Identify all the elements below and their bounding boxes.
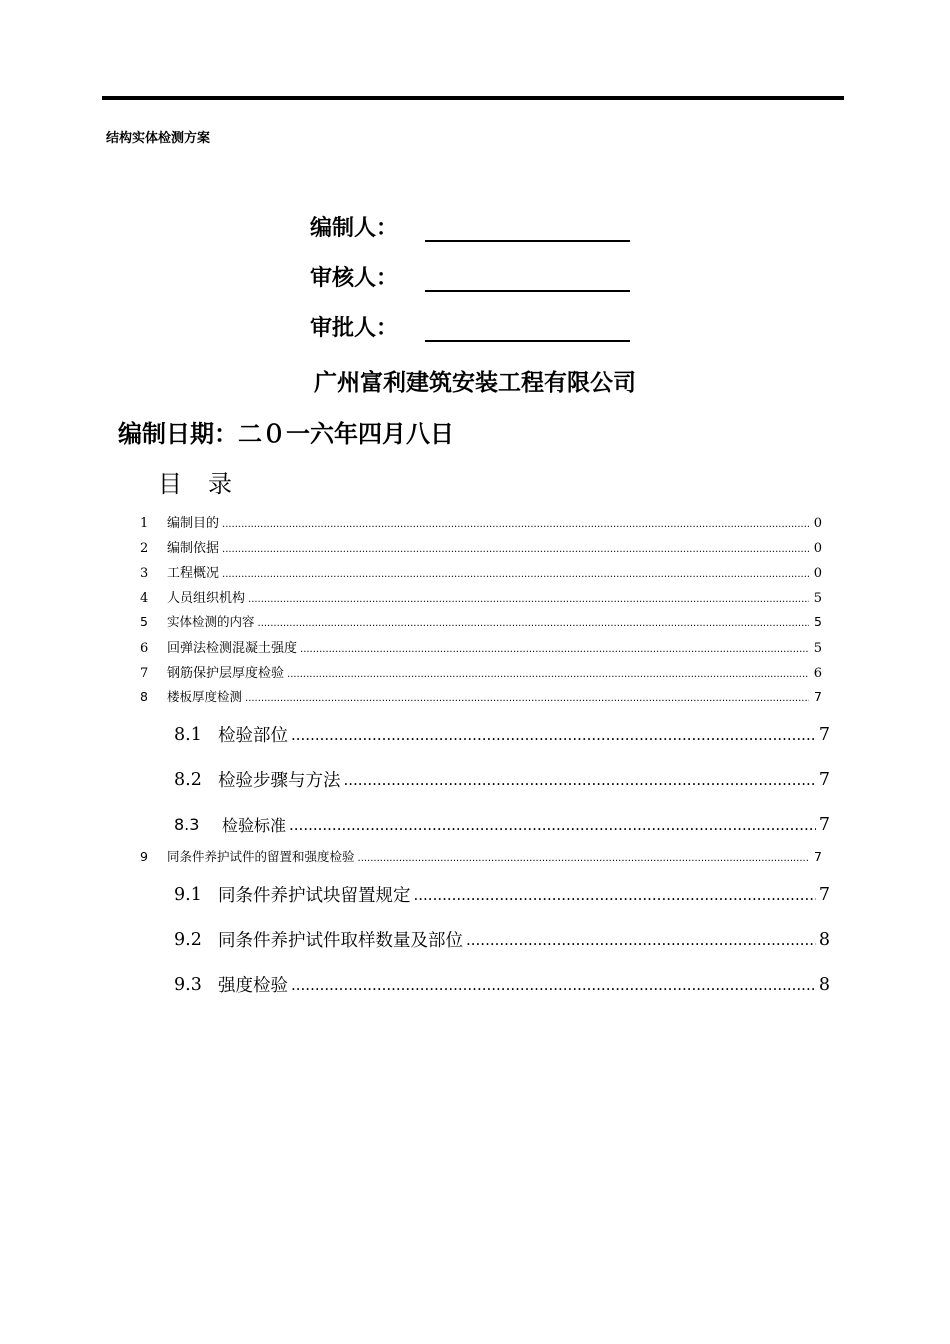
toc-entry-page: 0 [813,566,822,581]
signature-label: 编制人： [310,216,399,241]
toc-subentry[interactable] [140,757,830,802]
toc-entry-label: 楼板厚度检测 [167,689,243,704]
toc-entry-label: 钢筋保护层厚度检验 [167,666,285,681]
toc-entry-label: 同条件养护试件取样数量及部位 [218,931,463,951]
toc-entry-page: 0 [813,541,822,556]
toc-entry-page: 7 [818,814,830,835]
toc-entry-page: 7 [814,689,822,704]
toc-entry-label: 编制依据 [167,541,220,556]
toc-entry-number: 7 [140,666,149,681]
toc-entry[interactable] [140,847,830,872]
toc-leader-dots [245,689,809,704]
toc-entry-label: 回弹法检测混凝土强度 [167,641,298,656]
toc-entry[interactable] [140,537,830,562]
toc-leader-dots [222,516,809,531]
toc-entry-label: 检验部位 [218,726,288,746]
toc-entry[interactable] [140,687,830,712]
toc-entry-number: 1 [140,516,149,531]
toc-entry-page: 0 [813,516,822,531]
toc-entry-number: 9.2 [174,929,202,950]
signature-line [425,216,630,242]
toc-entry[interactable] [140,512,830,537]
toc-entry-label: 检验步骤与方法 [218,771,341,791]
toc-entry[interactable] [140,612,830,637]
signature-line [425,266,630,292]
toc-subentry[interactable] [140,872,830,917]
signature-line [425,316,630,342]
toc-leader-dots [358,849,809,864]
toc-entry-number: 8 [140,689,148,704]
toc-entry-page: 8 [818,929,830,950]
toc-entry-number: 8.2 [174,769,202,790]
toc-leader-dots [222,541,809,556]
toc-subentry[interactable] [140,917,830,962]
toc-entry-label: 人员组织机构 [167,591,246,606]
toc-subentry[interactable] [140,712,830,757]
header-rule [102,96,844,100]
toc-leader-dots [291,975,816,995]
toc-leader-dots [414,885,816,905]
toc-entry-number: 4 [140,591,149,606]
toc-subentry[interactable] [140,962,830,1007]
toc-entry[interactable] [140,662,830,687]
toc-entry-number: 5 [140,614,148,629]
toc-entry-number: 2 [140,541,149,556]
toc-entry-number: 3 [140,566,149,581]
toc-entry-number: 6 [140,641,149,656]
toc-leader-dots [287,666,809,681]
compile-date: 编制日期：二０一六年四月八日 [118,420,454,448]
toc-entry-page: 7 [814,849,822,864]
signature-row-compiler [310,212,630,242]
toc-entry-label: 实体检测的内容 [167,614,255,629]
toc-leader-dots [222,566,809,581]
toc-leader-dots [248,591,809,606]
toc-leader-dots [289,815,816,835]
toc-entry-label: 编制目的 [167,516,220,531]
toc-entry-number: 9.1 [174,884,202,905]
document-header-title: 结构实体检测方案 [106,131,211,146]
toc-entry-page: 5 [813,641,822,656]
signature-label: 审核人： [310,266,399,291]
toc-entry-number: 8.3 [174,815,200,834]
toc-leader-dots [291,725,816,745]
toc-entry-label: 检验标准 [222,816,287,835]
toc-entry-page: 8 [818,974,830,995]
toc-entry-page: 6 [813,666,822,681]
signature-label: 审批人： [310,316,399,341]
toc-entry-page: 5 [813,591,822,606]
table-of-contents [140,512,830,1007]
toc-entry-label: 工程概况 [167,566,220,581]
toc-leader-dots [344,770,816,790]
toc-entry[interactable] [140,587,830,612]
toc-entry-page: 5 [814,614,822,629]
toc-entry-page: 7 [818,724,830,745]
toc-entry-number: 8.1 [174,724,202,745]
toc-leader-dots [466,930,816,950]
toc-entry[interactable] [140,562,830,587]
toc-subentry[interactable] [140,802,830,847]
toc-leader-dots [258,614,809,629]
toc-entry-number: 9 [140,849,148,864]
toc-leader-dots [300,641,809,656]
signature-row-reviewer [310,262,630,292]
toc-entry-label: 同条件养护试块留置规定 [218,886,411,906]
toc-entry-page: 7 [818,769,830,790]
toc-entry-label: 强度检验 [218,976,288,996]
toc-entry[interactable] [140,637,830,662]
toc-entry-number: 9.3 [174,974,202,995]
toc-entry-page: 7 [818,884,830,905]
signature-row-approver [310,312,630,342]
toc-title: 目录 [158,470,258,498]
toc-entry-label: 同条件养护试件的留置和强度检验 [167,849,355,864]
company-name: 广州富利建筑安装工程有限公司 [314,370,636,396]
